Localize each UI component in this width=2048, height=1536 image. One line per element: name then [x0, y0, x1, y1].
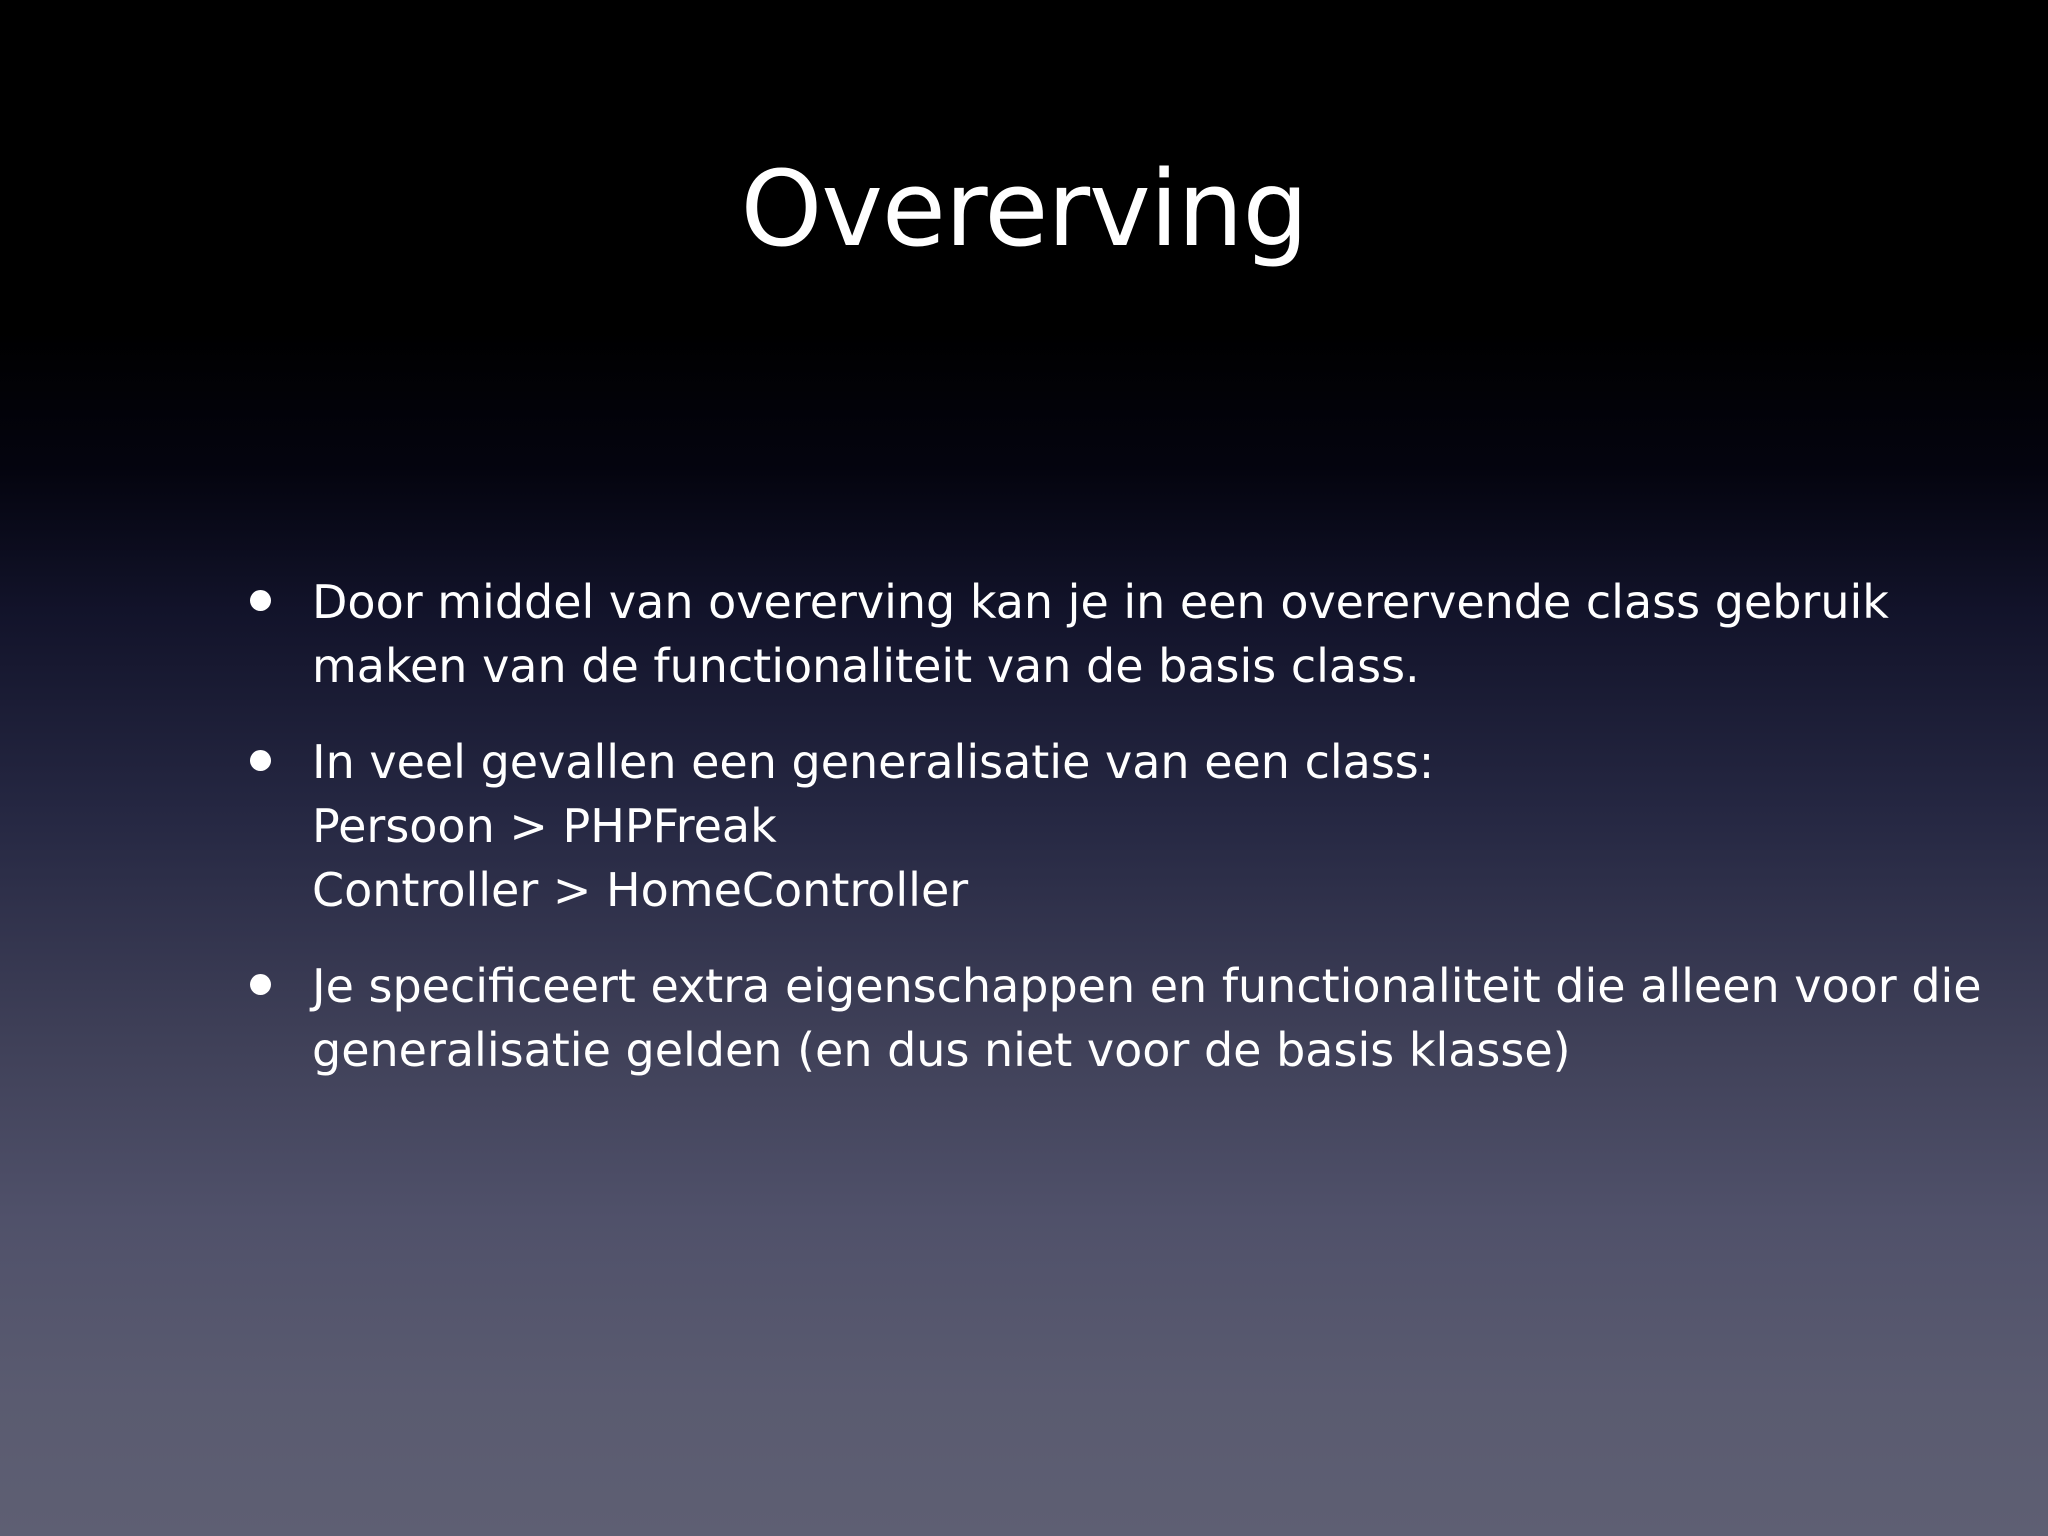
bullet-icon — [250, 974, 271, 995]
bullet-line: Je specificeert extra eigenschappen en functionaliteit die alleen voor die — [312, 959, 1982, 1013]
bullet-line: In veel gevallen een generalisatie van een class: — [312, 735, 1435, 789]
slide-title: Overerving — [740, 148, 1308, 270]
bullet-item — [250, 954, 1982, 1082]
bullet-line: maken van de functionaliteit van de basis class. — [312, 639, 1420, 693]
bullet-line: generalisatie gelden (en dus niet voor de basis klasse) — [312, 1023, 1571, 1077]
bullet-list — [250, 570, 1982, 1114]
bullet-item — [250, 570, 1970, 698]
bullet-icon — [250, 590, 271, 611]
bullet-item — [250, 730, 1970, 922]
bullet-line: Door middel van overerving kan je in een overervende class gebruik — [312, 575, 1889, 629]
bullet-icon — [250, 750, 271, 771]
bullet-line: Persoon > PHPFreak — [312, 799, 777, 853]
bullet-line: Controller > HomeController — [312, 863, 969, 917]
